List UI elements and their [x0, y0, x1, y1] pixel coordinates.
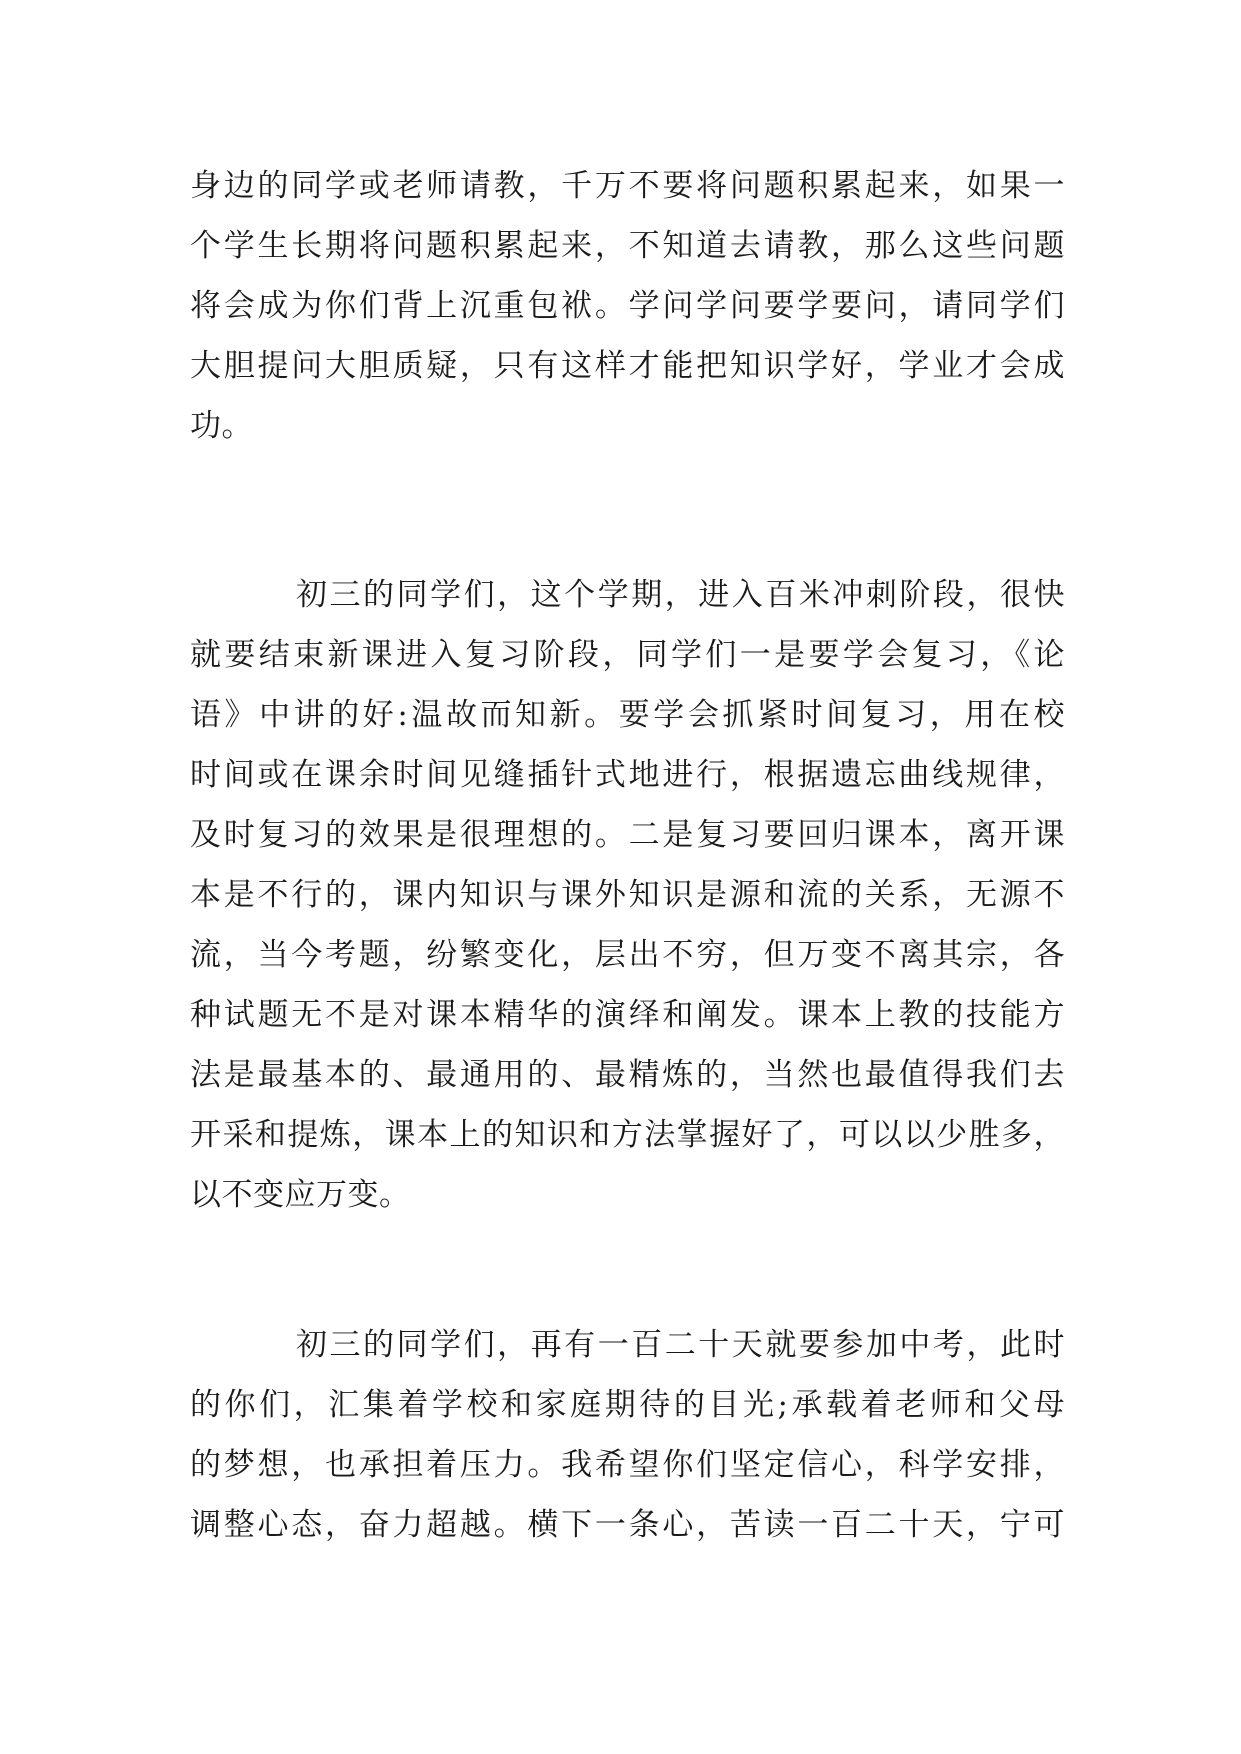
paragraph-2 — [190, 565, 1065, 1225]
text-line: 法是最基本的、最通用的、最精炼的，当然也最值得我们去 — [190, 1057, 1065, 1093]
paragraph-1 — [190, 156, 1065, 456]
text-line: 初三的同学们，再有一百二十天就要参加中考，此时 — [296, 1327, 1065, 1363]
text-line: 种试题无不是对课本精华的演绎和阐发。课本上教的技能方 — [190, 997, 1065, 1033]
text-line: 及时复习的效果是很理想的。二是复习要回归课本，离开课 — [190, 817, 1065, 853]
text-line: 语》中讲的好:温故而知新。要学会抓紧时间复习，用在校 — [190, 697, 1065, 733]
text-line: 以不变应万变。 — [190, 1177, 411, 1213]
text-line: 开采和提炼，课本上的知识和方法掌握好了，可以以少胜多， — [190, 1117, 1065, 1153]
text-line: 本是不行的，课内知识与课外知识是源和流的关系，无源不 — [190, 877, 1065, 913]
text-line: 调整心态，奋力超越。横下一条心，苦读一百二十天，宁可 — [190, 1507, 1065, 1543]
text-line: 初三的同学们，这个学期，进入百米冲刺阶段，很快 — [296, 577, 1065, 613]
text-line: 就要结束新课进入复习阶段，同学们一是要学会复习，《论 — [190, 637, 1065, 673]
text-line: 个学生长期将问题积累起来，不知道去请教，那么这些问题 — [190, 228, 1065, 264]
text-line: 的梦想，也承担着压力。我希望你们坚定信心，科学安排， — [190, 1447, 1065, 1483]
text-line: 身边的同学或老师请教，千万不要将问题积累起来，如果一 — [190, 168, 1065, 204]
text-line: 功。 — [190, 408, 253, 444]
text-line: 流，当今考题，纷繁变化，层出不穷，但万变不离其宗，各 — [190, 937, 1065, 973]
text-line: 将会成为你们背上沉重包袱。学问学问要学要问，请同学们 — [190, 288, 1065, 324]
paragraph-3 — [190, 1315, 1065, 1555]
text-line: 时间或在课余时间见缝插针式地进行，根据遗忘曲线规律， — [190, 757, 1065, 793]
text-line: 大胆提问大胆质疑，只有这样才能把知识学好，学业才会成 — [190, 348, 1065, 384]
text-line: 的你们，汇集着学校和家庭期待的目光;承载着老师和父母 — [190, 1387, 1065, 1423]
